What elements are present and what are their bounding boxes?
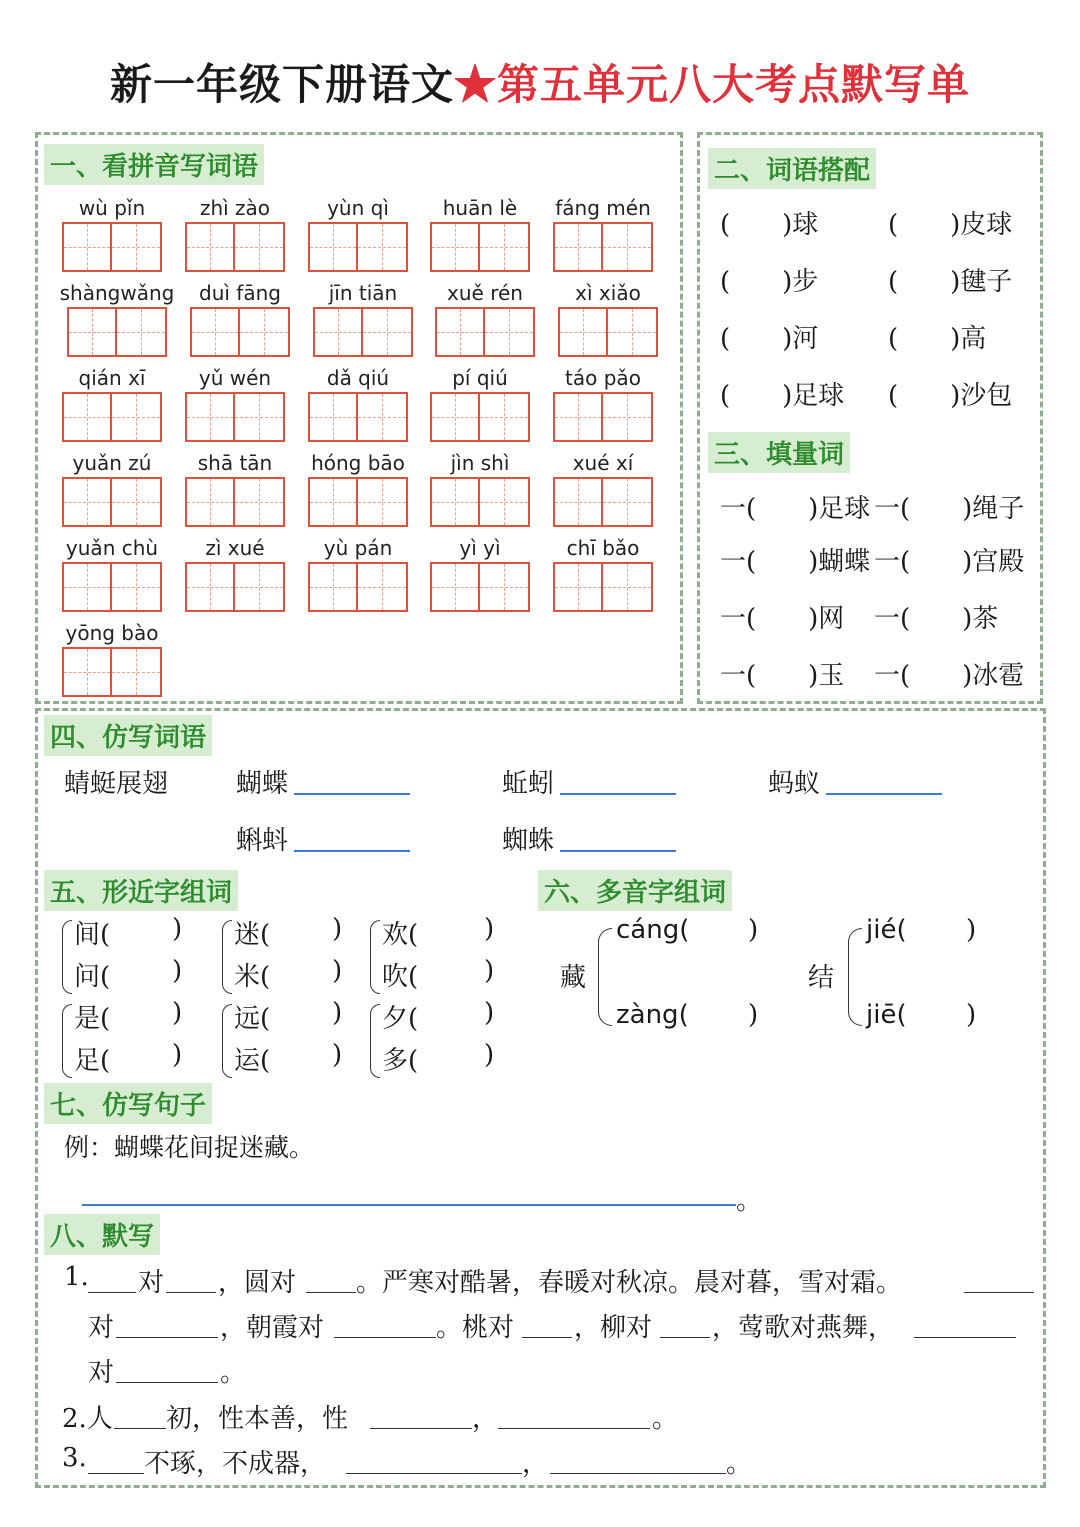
text: ， (522, 1449, 549, 1479)
tian-grid-cell[interactable] (190, 307, 240, 357)
close-paren: ) (484, 914, 495, 944)
tian-grid-cell[interactable] (308, 392, 358, 442)
measure-item: 一( )茶 (874, 604, 999, 634)
blank[interactable] (964, 1292, 1034, 1293)
close-paren: ) (332, 998, 343, 1028)
polyphone-char: 藏 (560, 963, 587, 993)
similar-char: 是( (74, 1004, 111, 1034)
tian-grid-cell[interactable] (358, 562, 408, 612)
match-item: ( )皮球 (888, 210, 1013, 240)
tian-grid-cell[interactable] (435, 307, 485, 357)
blank[interactable] (370, 1428, 472, 1429)
tian-grid-cell[interactable] (240, 307, 290, 357)
similar-char: 欢( (382, 920, 419, 950)
answer-line[interactable] (82, 1204, 736, 1206)
brace (62, 920, 72, 994)
blank[interactable] (116, 1382, 218, 1383)
writing-box[interactable] (185, 222, 285, 272)
text: 。桃对 (436, 1313, 515, 1343)
copy-word: 蚯蚓 (502, 769, 555, 799)
writing-box[interactable] (308, 222, 408, 272)
writing-box[interactable] (430, 562, 530, 612)
pinyin-label: táo pǎo (565, 366, 641, 390)
example-word: 蜻蜓展翅 (64, 769, 169, 799)
similar-char: 运( (234, 1046, 271, 1076)
example-sentence: 例：蝴蝶花间捉迷藏。 (64, 1133, 315, 1162)
similar-char: 迷( (234, 920, 271, 950)
tian-grid-cell[interactable] (308, 222, 358, 272)
text: 。严寒对酷暑，春暖对秋凉。晨对暮，雪对霜。 (356, 1268, 903, 1298)
tian-grid-cell[interactable] (430, 562, 480, 612)
match-item: ( )球 (720, 210, 819, 240)
pinyin-label: zì xué (205, 536, 265, 560)
close-paren: ) (484, 956, 495, 986)
tian-grid-cell[interactable] (112, 562, 162, 612)
text: ，柳对 (574, 1313, 653, 1343)
brace (848, 928, 862, 1026)
pinyin-label: duì fāng (199, 281, 281, 305)
similar-char: 多( (382, 1046, 419, 1076)
tian-grid-cell[interactable] (358, 392, 408, 442)
close-paren: ) (332, 1040, 343, 1070)
measure-item: 一( )冰雹 (874, 661, 1025, 691)
period: 。 (736, 1186, 763, 1216)
title-unit: 第五单元八大考点默写单 (497, 60, 971, 109)
tian-grid-cell[interactable] (235, 477, 285, 527)
brace (222, 920, 232, 994)
pinyin-label: hóng bāo (311, 451, 405, 475)
tian-grid-cell[interactable] (185, 222, 235, 272)
tian-grid-cell[interactable] (235, 392, 285, 442)
pinyin-label: yùn qì (327, 196, 389, 220)
pinyin-label: pí qiú (452, 366, 508, 390)
writing-box[interactable] (62, 477, 162, 527)
title-grade: 新一年级下册语文 (109, 60, 454, 109)
pinyin-label: yù pán (323, 536, 393, 560)
answer-line[interactable] (560, 850, 676, 852)
brace (370, 920, 380, 994)
tian-grid-cell[interactable] (558, 307, 608, 357)
measure-item: 一( )足球 (720, 494, 871, 524)
text: 。 (726, 1449, 753, 1479)
close-paren: ) (748, 915, 759, 945)
writing-box[interactable] (308, 562, 408, 612)
writing-box[interactable] (62, 562, 162, 612)
brace (598, 928, 612, 1026)
match-item: ( )足球 (720, 381, 845, 411)
close-paren: ) (172, 956, 183, 986)
tian-grid-cell[interactable] (553, 477, 603, 527)
tian-grid-cell[interactable] (112, 477, 162, 527)
measure-item: 一( )蝴蝶 (720, 547, 871, 577)
similar-char: 间( (74, 920, 111, 950)
similar-char: 米( (234, 962, 271, 992)
pinyin-label: dǎ qiú (326, 366, 390, 390)
tian-grid-cell[interactable] (358, 477, 408, 527)
match-item: ( )沙包 (888, 381, 1013, 411)
writing-box[interactable] (558, 307, 658, 357)
text: 3. (62, 1443, 87, 1473)
section-8-heading: 八、默写 (44, 1214, 160, 1255)
text: 。 (220, 1358, 247, 1388)
brace (222, 1004, 232, 1078)
blank[interactable] (522, 1337, 572, 1338)
writing-box[interactable] (185, 392, 285, 442)
blank[interactable] (116, 1337, 218, 1338)
tian-grid-cell[interactable] (553, 392, 603, 442)
tian-grid-cell[interactable] (603, 477, 653, 527)
tian-grid-cell[interactable] (235, 562, 285, 612)
pinyin-label: zhì zào (199, 196, 271, 220)
tian-grid-cell[interactable] (480, 477, 530, 527)
pinyin-option: jié( (866, 915, 907, 945)
polyphone-char: 结 (808, 963, 835, 993)
blank[interactable] (914, 1337, 1016, 1338)
match-item: ( )高 (888, 324, 987, 354)
close-paren: ) (966, 1000, 977, 1030)
blank[interactable] (114, 1428, 166, 1429)
pinyin-option: zàng( (616, 1000, 689, 1030)
writing-box[interactable] (430, 392, 530, 442)
pinyin-label: wù pǐn (78, 196, 146, 220)
tian-grid-cell[interactable] (308, 477, 358, 527)
close-paren: ) (966, 915, 977, 945)
similar-char: 远( (234, 1004, 271, 1034)
star-icon: ★ (453, 60, 497, 109)
close-paren: ) (172, 1040, 183, 1070)
tian-grid-cell[interactable] (553, 562, 603, 612)
pinyin-label: chī bǎo (566, 536, 640, 560)
tian-grid-cell[interactable] (112, 647, 162, 697)
close-paren: ) (748, 1000, 759, 1030)
tian-grid-cell[interactable] (603, 392, 653, 442)
copy-word: 蜘蛛 (502, 826, 555, 856)
brace (62, 1004, 72, 1078)
tian-grid-cell[interactable] (485, 307, 535, 357)
section-7-heading: 七、仿写句子 (44, 1083, 212, 1124)
tian-grid-cell[interactable] (112, 222, 162, 272)
tian-grid-cell[interactable] (363, 307, 413, 357)
answer-line[interactable] (294, 850, 410, 852)
tian-grid-cell[interactable] (480, 562, 530, 612)
tian-grid-cell[interactable] (480, 222, 530, 272)
writing-box[interactable] (185, 562, 285, 612)
close-paren: ) (484, 1040, 495, 1070)
measure-item: 一( )玉 (720, 661, 845, 691)
section-5-heading: 五、形近字组词 (44, 870, 238, 911)
similar-char: 吹( (382, 962, 419, 992)
section-1-heading: 一、看拼音写词语 (44, 144, 264, 185)
blank[interactable] (346, 1473, 522, 1474)
text: 不琢，不成器， (144, 1449, 327, 1479)
writing-box[interactable] (553, 562, 653, 612)
tian-grid-cell[interactable] (608, 307, 658, 357)
pinyin-label: shā tān (197, 451, 273, 475)
writing-box[interactable] (308, 392, 408, 442)
close-paren: ) (484, 998, 495, 1028)
tian-grid-cell[interactable] (117, 307, 167, 357)
tian-grid-cell[interactable] (185, 477, 235, 527)
text: 对 (138, 1268, 165, 1298)
text: ，朝霞对 (220, 1313, 325, 1343)
match-item: ( )河 (720, 324, 819, 354)
pinyin-label: yuǎn zú (72, 451, 152, 475)
writing-box[interactable] (62, 392, 162, 442)
writing-box[interactable] (435, 307, 535, 357)
measure-item: 一( )宫殿 (874, 547, 1025, 577)
writing-box[interactable] (308, 477, 408, 527)
pinyin-label: yǔ wén (198, 366, 272, 390)
pinyin-label: xì xiǎo (575, 281, 641, 305)
copy-word: 蝌蚪 (236, 826, 289, 856)
text: 对 (88, 1358, 115, 1388)
answer-line[interactable] (560, 793, 676, 795)
measure-item: 一( )网 (720, 604, 845, 634)
blank[interactable] (334, 1337, 436, 1338)
match-item: ( )步 (720, 267, 819, 297)
copy-word: 蚂蚁 (768, 769, 821, 799)
writing-box[interactable] (553, 392, 653, 442)
text: ，莺歌对燕舞， (712, 1313, 895, 1343)
close-paren: ) (332, 956, 343, 986)
answer-line[interactable] (294, 793, 410, 795)
text: 。 (652, 1404, 679, 1434)
writing-box[interactable] (67, 307, 167, 357)
pinyin-option: cáng( (616, 915, 690, 945)
pinyin-label: xuě rén (447, 281, 523, 305)
pinyin-option: jiē( (866, 1000, 907, 1030)
tian-grid-cell[interactable] (235, 222, 285, 272)
tian-grid-cell[interactable] (430, 222, 480, 272)
writing-box[interactable] (553, 222, 653, 272)
line-number: 1. (64, 1262, 89, 1292)
pinyin-label: yuǎn chù (65, 536, 159, 560)
blank[interactable] (498, 1428, 650, 1429)
pinyin-label: huān lè (442, 196, 518, 220)
tian-grid-cell[interactable] (62, 647, 112, 697)
measure-item: 一( )绳子 (874, 494, 1025, 524)
tian-grid-cell[interactable] (112, 392, 162, 442)
writing-box[interactable] (430, 222, 530, 272)
tian-grid-cell[interactable] (185, 392, 235, 442)
section-6-heading: 六、多音字组词 (538, 870, 732, 911)
text: 初，性本善，性 (166, 1404, 349, 1434)
tian-grid-cell[interactable] (185, 562, 235, 612)
pinyin-label: fáng mén (555, 196, 651, 220)
tian-grid-cell[interactable] (308, 562, 358, 612)
text: 2.人 (62, 1404, 113, 1434)
similar-char: 问( (74, 962, 111, 992)
blank[interactable] (88, 1473, 144, 1474)
tian-grid-cell[interactable] (430, 477, 480, 527)
section-2-heading: 二、词语搭配 (708, 148, 876, 189)
pinyin-label: jìn shì (450, 451, 510, 475)
writing-box[interactable] (313, 307, 413, 357)
blank[interactable] (306, 1292, 356, 1293)
section-4-heading: 四、仿写词语 (44, 715, 212, 756)
tian-grid-cell[interactable] (62, 477, 112, 527)
section-3-heading: 三、填量词 (708, 432, 850, 473)
pinyin-label: yì yì (459, 536, 501, 560)
tian-grid-cell[interactable] (603, 222, 653, 272)
writing-box[interactable] (185, 477, 285, 527)
tian-grid-cell[interactable] (67, 307, 117, 357)
page-title (0, 52, 1080, 112)
pinyin-label: jīn tiān (328, 281, 398, 305)
writing-box[interactable] (553, 477, 653, 527)
tian-grid-cell[interactable] (553, 222, 603, 272)
brace (370, 1004, 380, 1078)
text: ，圆对 (218, 1268, 297, 1298)
similar-char: 足( (74, 1046, 111, 1076)
writing-box[interactable] (430, 477, 530, 527)
writing-box[interactable] (62, 222, 162, 272)
tian-grid-cell[interactable] (313, 307, 363, 357)
pinyin-label: shàngwǎng (59, 281, 175, 305)
blank[interactable] (660, 1337, 710, 1338)
text: 对 (88, 1313, 115, 1343)
blank[interactable] (550, 1473, 726, 1474)
tian-grid-cell[interactable] (62, 392, 112, 442)
close-paren: ) (172, 998, 183, 1028)
answer-line[interactable] (826, 793, 942, 795)
text: ， (472, 1404, 499, 1434)
tian-grid-cell[interactable] (62, 222, 112, 272)
tian-grid-cell[interactable] (480, 392, 530, 442)
blank[interactable] (166, 1292, 216, 1293)
tian-grid-cell[interactable] (430, 392, 480, 442)
match-item: ( )毽子 (888, 267, 1013, 297)
tian-grid-cell[interactable] (603, 562, 653, 612)
pinyin-label: xué xí (572, 451, 634, 475)
close-paren: ) (172, 914, 183, 944)
similar-char: 夕( (382, 1004, 419, 1034)
tian-grid-cell[interactable] (62, 562, 112, 612)
pinyin-label: qián xī (78, 366, 146, 390)
blank[interactable] (88, 1292, 136, 1293)
pinyin-label: yōng bào (65, 621, 159, 645)
writing-box[interactable] (190, 307, 290, 357)
tian-grid-cell[interactable] (358, 222, 408, 272)
close-paren: ) (332, 914, 343, 944)
writing-box[interactable] (62, 647, 162, 697)
copy-word: 蝴蝶 (236, 769, 289, 799)
